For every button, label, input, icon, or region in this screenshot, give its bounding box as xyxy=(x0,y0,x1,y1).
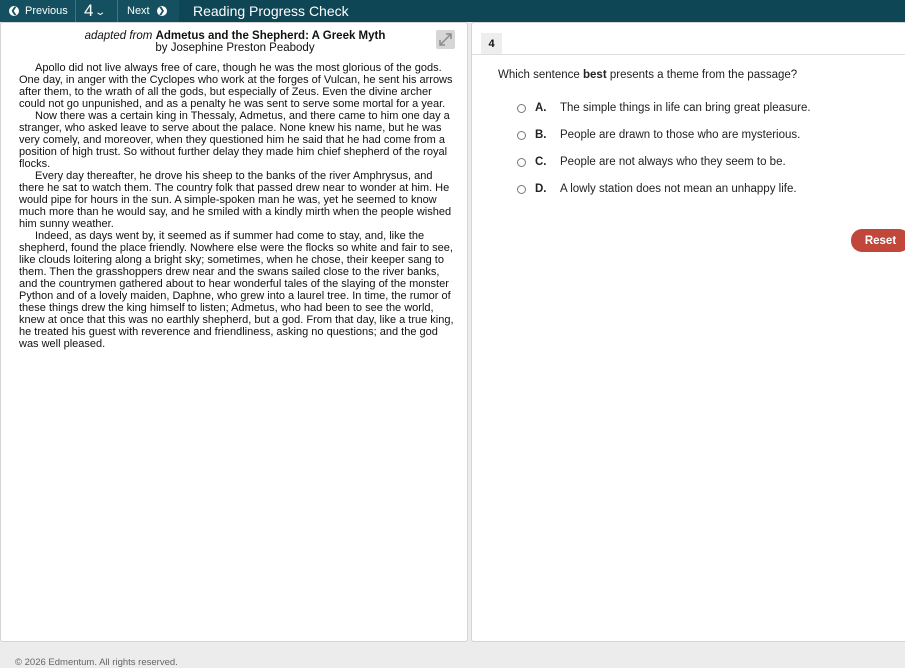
nav-divider xyxy=(117,0,118,22)
source-prefix: adapted from xyxy=(84,30,153,42)
footer-copyright: © 2026 Edmentum. All rights reserved. xyxy=(15,657,178,668)
page-title xyxy=(179,0,905,22)
arrow-left-circle-icon: ❮ xyxy=(10,6,18,15)
radio-button[interactable] xyxy=(517,131,526,140)
answer-option-c[interactable] xyxy=(517,155,897,169)
passage-paragraph: Now there was a certain king in Thessaly, Admetus, and there came to him one day a stranger, who asked leave to serve about the palace. None knew his name, but he was very comely, and moreover, when they questioned him he said that he had come from a position of high trust. So without further delay they made him chief shepherd of the royal flocks. xyxy=(19,110,450,170)
previous-label: Previous xyxy=(25,5,68,17)
passage-paragraph: Every day thereafter, he drove his sheep to the banks of the river Amphrysus, and there he sat to watch them. The country folk that passed drew near to wonder at him. He would pipe for hours in the sun. A simple-spoken man he was, yet he seemed to know much more than he would say, and he smiled with a kindly mirth when the people wished him sunny weather. xyxy=(19,170,452,230)
stem-emphasis: best xyxy=(583,69,607,81)
reset-button[interactable]: Reset xyxy=(851,229,905,252)
question-stem xyxy=(498,69,797,81)
passage-body xyxy=(19,62,455,350)
passage-panel[interactable] xyxy=(0,22,468,642)
source-author: by Josephine Preston Peabody xyxy=(155,42,315,54)
chevron-down-icon: ⌄ xyxy=(94,7,107,18)
option-text: A lowly station does not mean an unhappy life. xyxy=(560,183,797,195)
nav-divider xyxy=(75,0,76,22)
question-number-value: 4 xyxy=(84,1,94,20)
option-text: The simple things in life can bring great pleasure. xyxy=(560,102,811,114)
passage-source xyxy=(1,30,469,54)
next-label: Next xyxy=(127,5,150,17)
option-letter: D. xyxy=(535,183,547,195)
arrow-right-circle-icon: ❯ xyxy=(158,6,165,15)
question-number-dropdown[interactable] xyxy=(84,0,105,22)
radio-button[interactable] xyxy=(517,158,526,167)
option-text: People are drawn to those who are mysterious. xyxy=(560,129,801,141)
option-letter: C. xyxy=(535,156,547,168)
next-button[interactable] xyxy=(127,0,167,22)
option-letter: A. xyxy=(535,102,547,114)
passage-paragraph: Apollo did not live always free of care, though he was the most glorious of the gods. One day, in anger with the Cyclopes who work at the forges of Vulcan, he sent his arrows after them, to the wrath of all the gods, but especially of Zeus. Even the divine archer could not go unpunished, and as a penalty he was sent to serve some mortal for a year. xyxy=(19,62,453,110)
top-nav-bar xyxy=(0,0,905,22)
answer-option-b[interactable] xyxy=(517,128,897,142)
page-title-text: Reading Progress Check xyxy=(193,3,349,19)
expand-button[interactable] xyxy=(436,30,455,49)
option-letter: B. xyxy=(535,129,547,141)
answer-option-a[interactable] xyxy=(517,101,897,115)
question-panel xyxy=(471,22,905,642)
passage-paragraph: Indeed, as days went by, it seemed as if summer had come to stay, and, like the shepherd, found the place friendly. Nowhere else were the flocks so white and fair to see, like clouds loitering along a bright sky; sometimes, when he chose, their keeper sang to them. Then the grasshoppers drew near and the swans sailed close to the river banks, and the countrymen gathered about to hear wonderful tales of the slaying of the monster Python and of a lovely maiden, Daphne, who grew into a laurel tree. In time, the rumor of these things drew the king himself to listen; Admetus, who had been to see the world, knew at once that this was no earthly shepherd, but a god. From that day, like a true king, he treated his guest with reverence and friendliness, asking no questions; and the god was well pleased. xyxy=(19,230,454,350)
answer-option-d[interactable] xyxy=(517,182,897,196)
stem-text: presents a theme from the passage? xyxy=(606,69,798,81)
question-header xyxy=(472,32,905,55)
radio-button[interactable] xyxy=(517,185,526,194)
option-text: People are not always who they seem to be. xyxy=(560,156,786,168)
expand-arrows-icon xyxy=(439,33,452,46)
question-number-badge: 4 xyxy=(481,33,502,54)
radio-button[interactable] xyxy=(517,104,526,113)
previous-button[interactable] xyxy=(9,0,68,22)
source-title: Admetus and the Shepherd: A Greek Myth xyxy=(155,30,386,42)
stem-text: Which sentence xyxy=(498,69,584,81)
